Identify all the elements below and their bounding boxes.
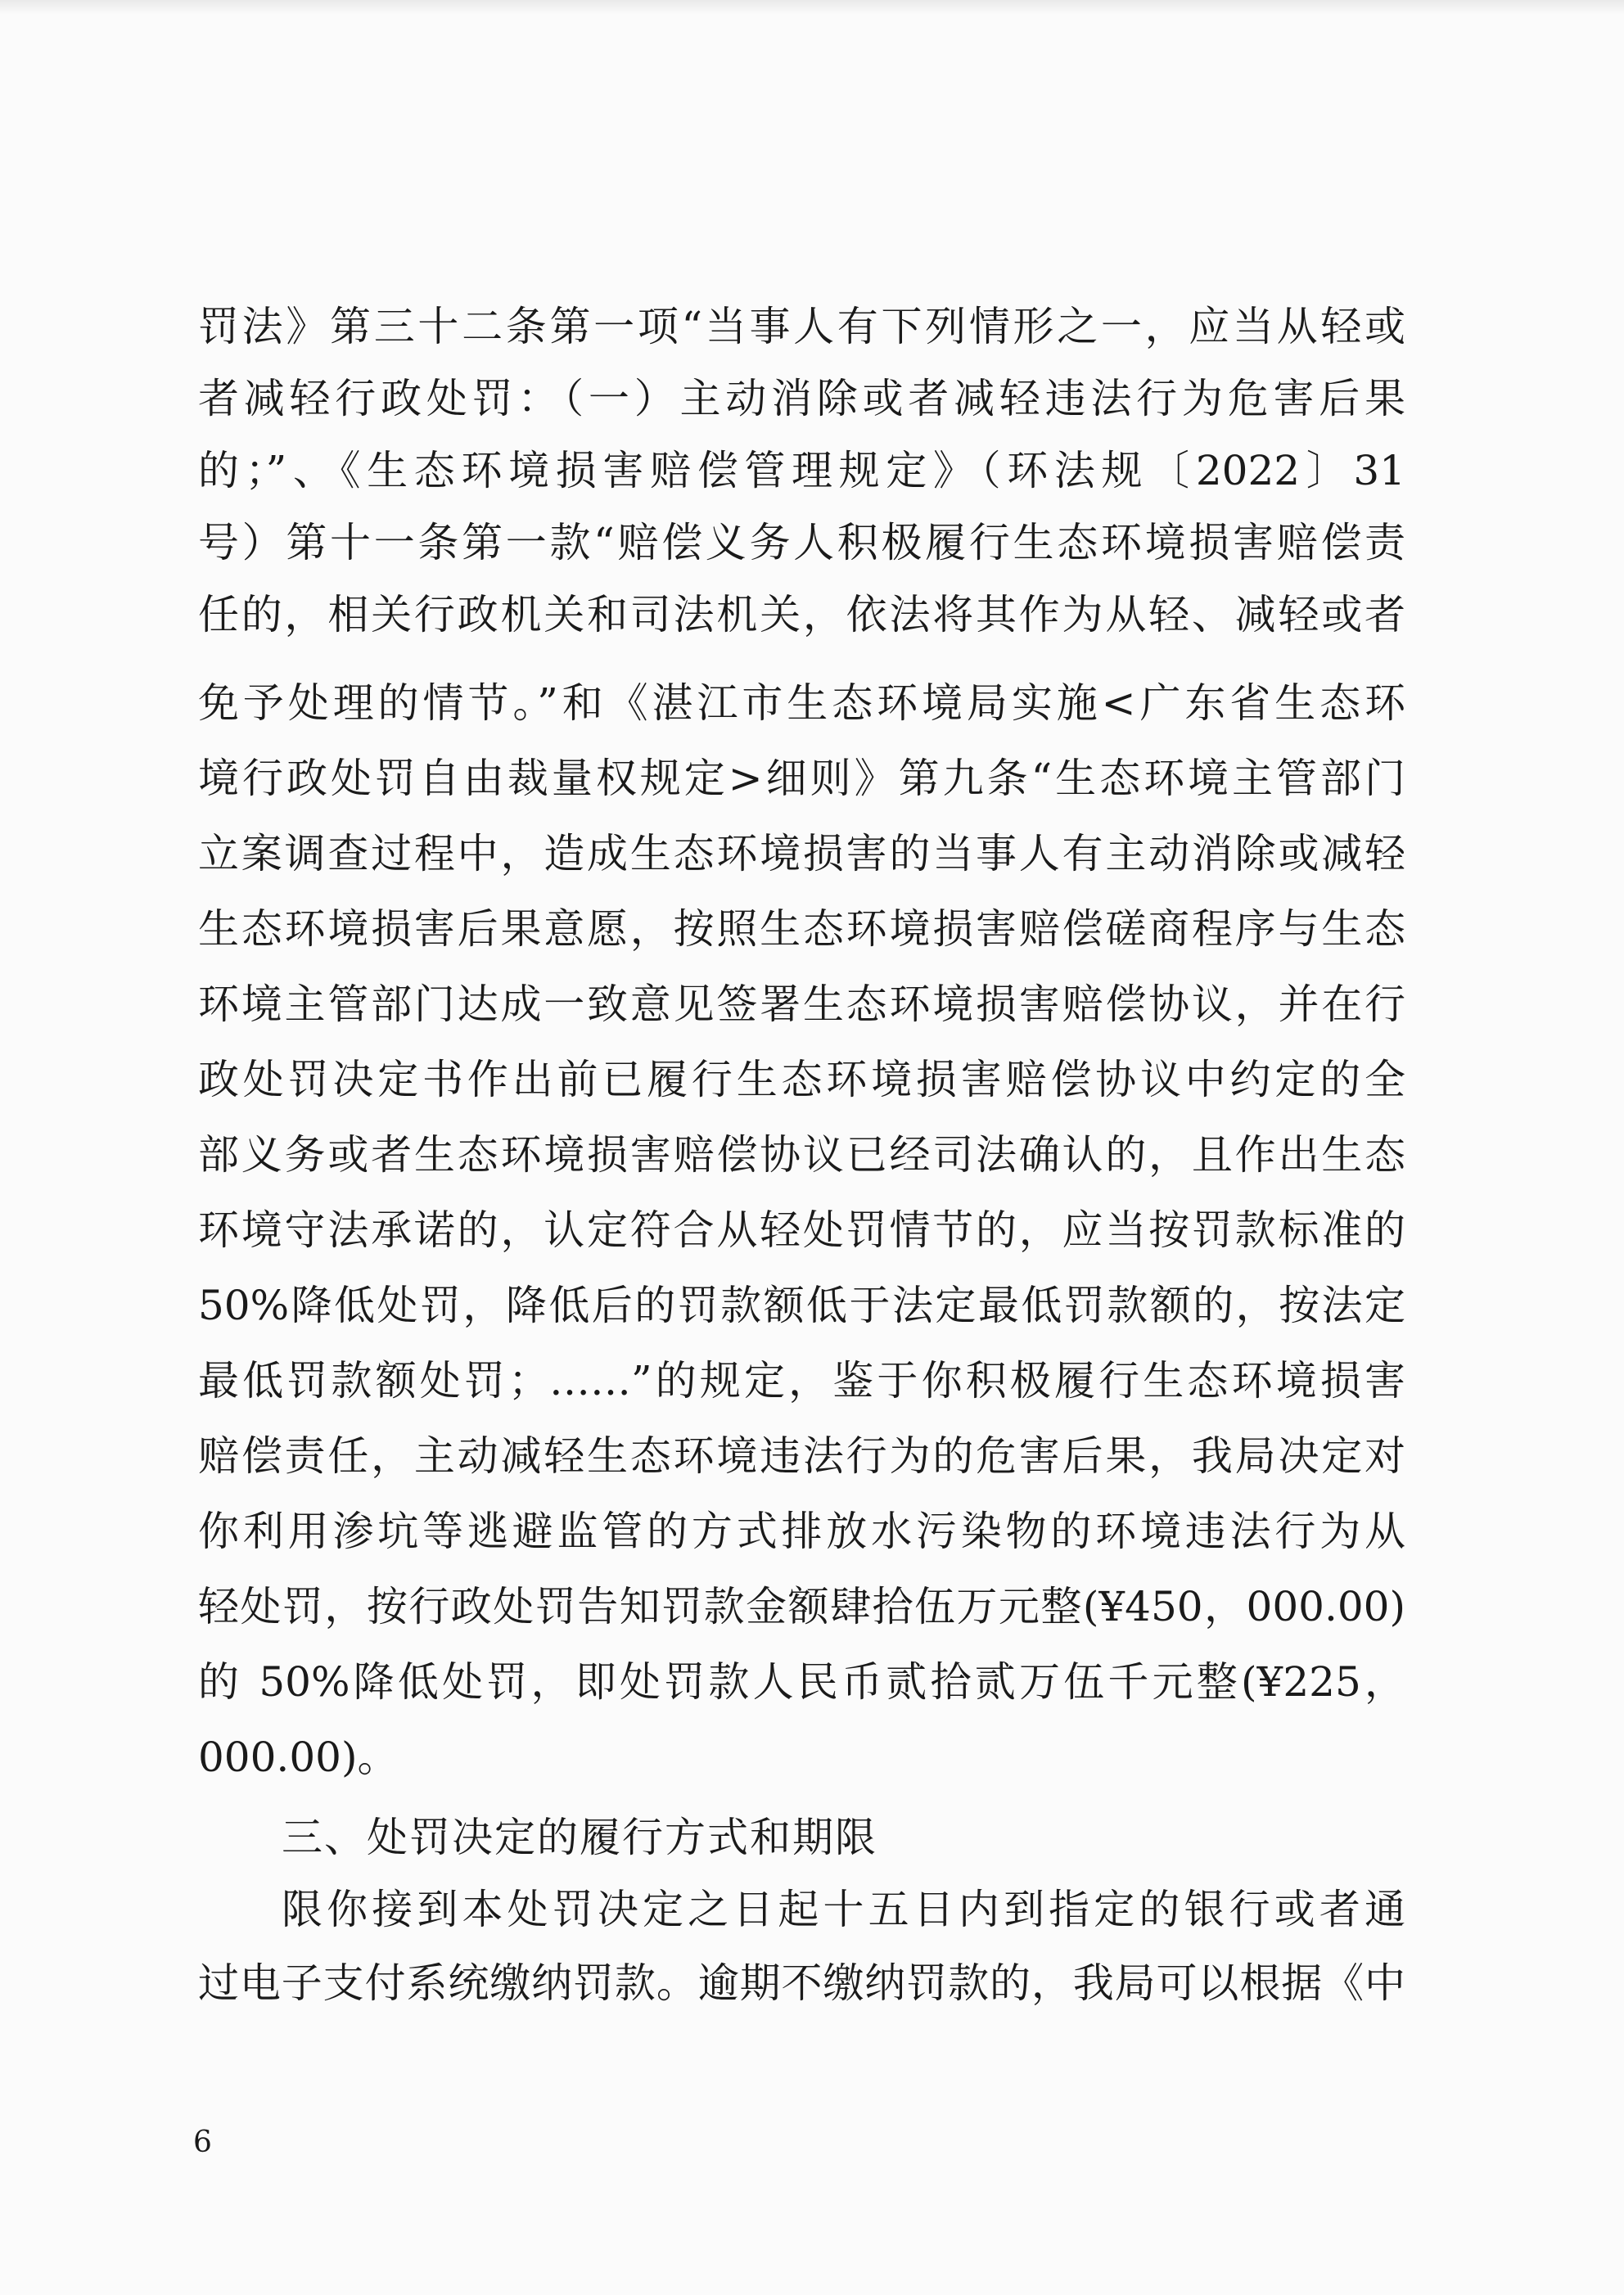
body-text-line: 免予处理的情节。”和《湛江市生态环境局实施<广东省生态环 bbox=[198, 679, 1405, 727]
body-text-line: 者减轻行政处罚：（一）主动消除或者减轻违法行为危害后果 bbox=[198, 375, 1405, 422]
body-text-line: 你利用渗坑等逃避监管的方式排放水污染物的环境违法行为从 bbox=[198, 1508, 1405, 1555]
body-text-line: 环境守法承诺的，认定符合从轻处罚情节的，应当按罚款标准的 bbox=[198, 1206, 1405, 1254]
body-text-line: 生态环境损害后果意愿，按照生态环境损害赔偿磋商程序与生态 bbox=[198, 905, 1405, 953]
body-text-line: 000.00)。 bbox=[198, 1734, 399, 1781]
body-text-line: 号）第十一条第一款“赔偿义务人积极履行生态环境损害赔偿责 bbox=[198, 519, 1405, 566]
body-text-line: 环境主管部门达成一致意见签署生态环境损害赔偿协议，并在行 bbox=[198, 981, 1405, 1028]
body-text-line: 赔偿责任，主动减轻生态环境违法行为的危害后果，我局决定对 bbox=[198, 1432, 1405, 1480]
body-text-line: 限你接到本处罚决定之日起十五日内到指定的银行或者通 bbox=[282, 1886, 1405, 1933]
body-text-line: 罚法》第三十二条第一项“当事人有下列情形之一，应当从轻或 bbox=[198, 303, 1405, 350]
body-text-line: 政处罚决定书作出前已履行生态环境损害赔偿协议中约定的全 bbox=[198, 1056, 1405, 1103]
body-text-line: 最低罚款额处罚；……”的规定，鉴于你积极履行生态环境损害 bbox=[198, 1357, 1405, 1405]
body-text-line: 轻处罚，按行政处罚告知罚款金额肆拾伍万元整(¥450，000.00) bbox=[198, 1583, 1405, 1630]
page-number: 6 bbox=[193, 2126, 212, 2159]
body-text-line: 部义务或者生态环境损害赔偿协议已经司法确认的，且作出生态 bbox=[198, 1131, 1405, 1179]
body-text-line: 过电子支付系统缴纳罚款。逾期不缴纳罚款的，我局可以根据《中 bbox=[198, 1959, 1405, 2007]
body-text-line: 50%降低处罚，降低后的罚款额低于法定最低罚款额的，按法定 bbox=[198, 1282, 1405, 1329]
body-text-line: 的；”、《生态环境损害赔偿管理规定》（环法规〔2022〕31 bbox=[198, 447, 1405, 494]
body-text-line: 任的，相关行政机关和司法机关，依法将其作为从轻、减轻或者 bbox=[198, 591, 1405, 638]
body-text-line: 的 50%降低处罚，即处罚款人民币贰拾贰万伍千元整(¥225， bbox=[198, 1658, 1405, 1706]
section-heading: 三、处罚决定的履行方式和期限 bbox=[282, 1814, 877, 1861]
body-text-line: 境行政处罚自由裁量权规定>细则》第九条“生态环境主管部门 bbox=[198, 755, 1405, 802]
body-text-line: 立案调查过程中，造成生态环境损害的当事人有主动消除或减轻 bbox=[198, 830, 1405, 877]
